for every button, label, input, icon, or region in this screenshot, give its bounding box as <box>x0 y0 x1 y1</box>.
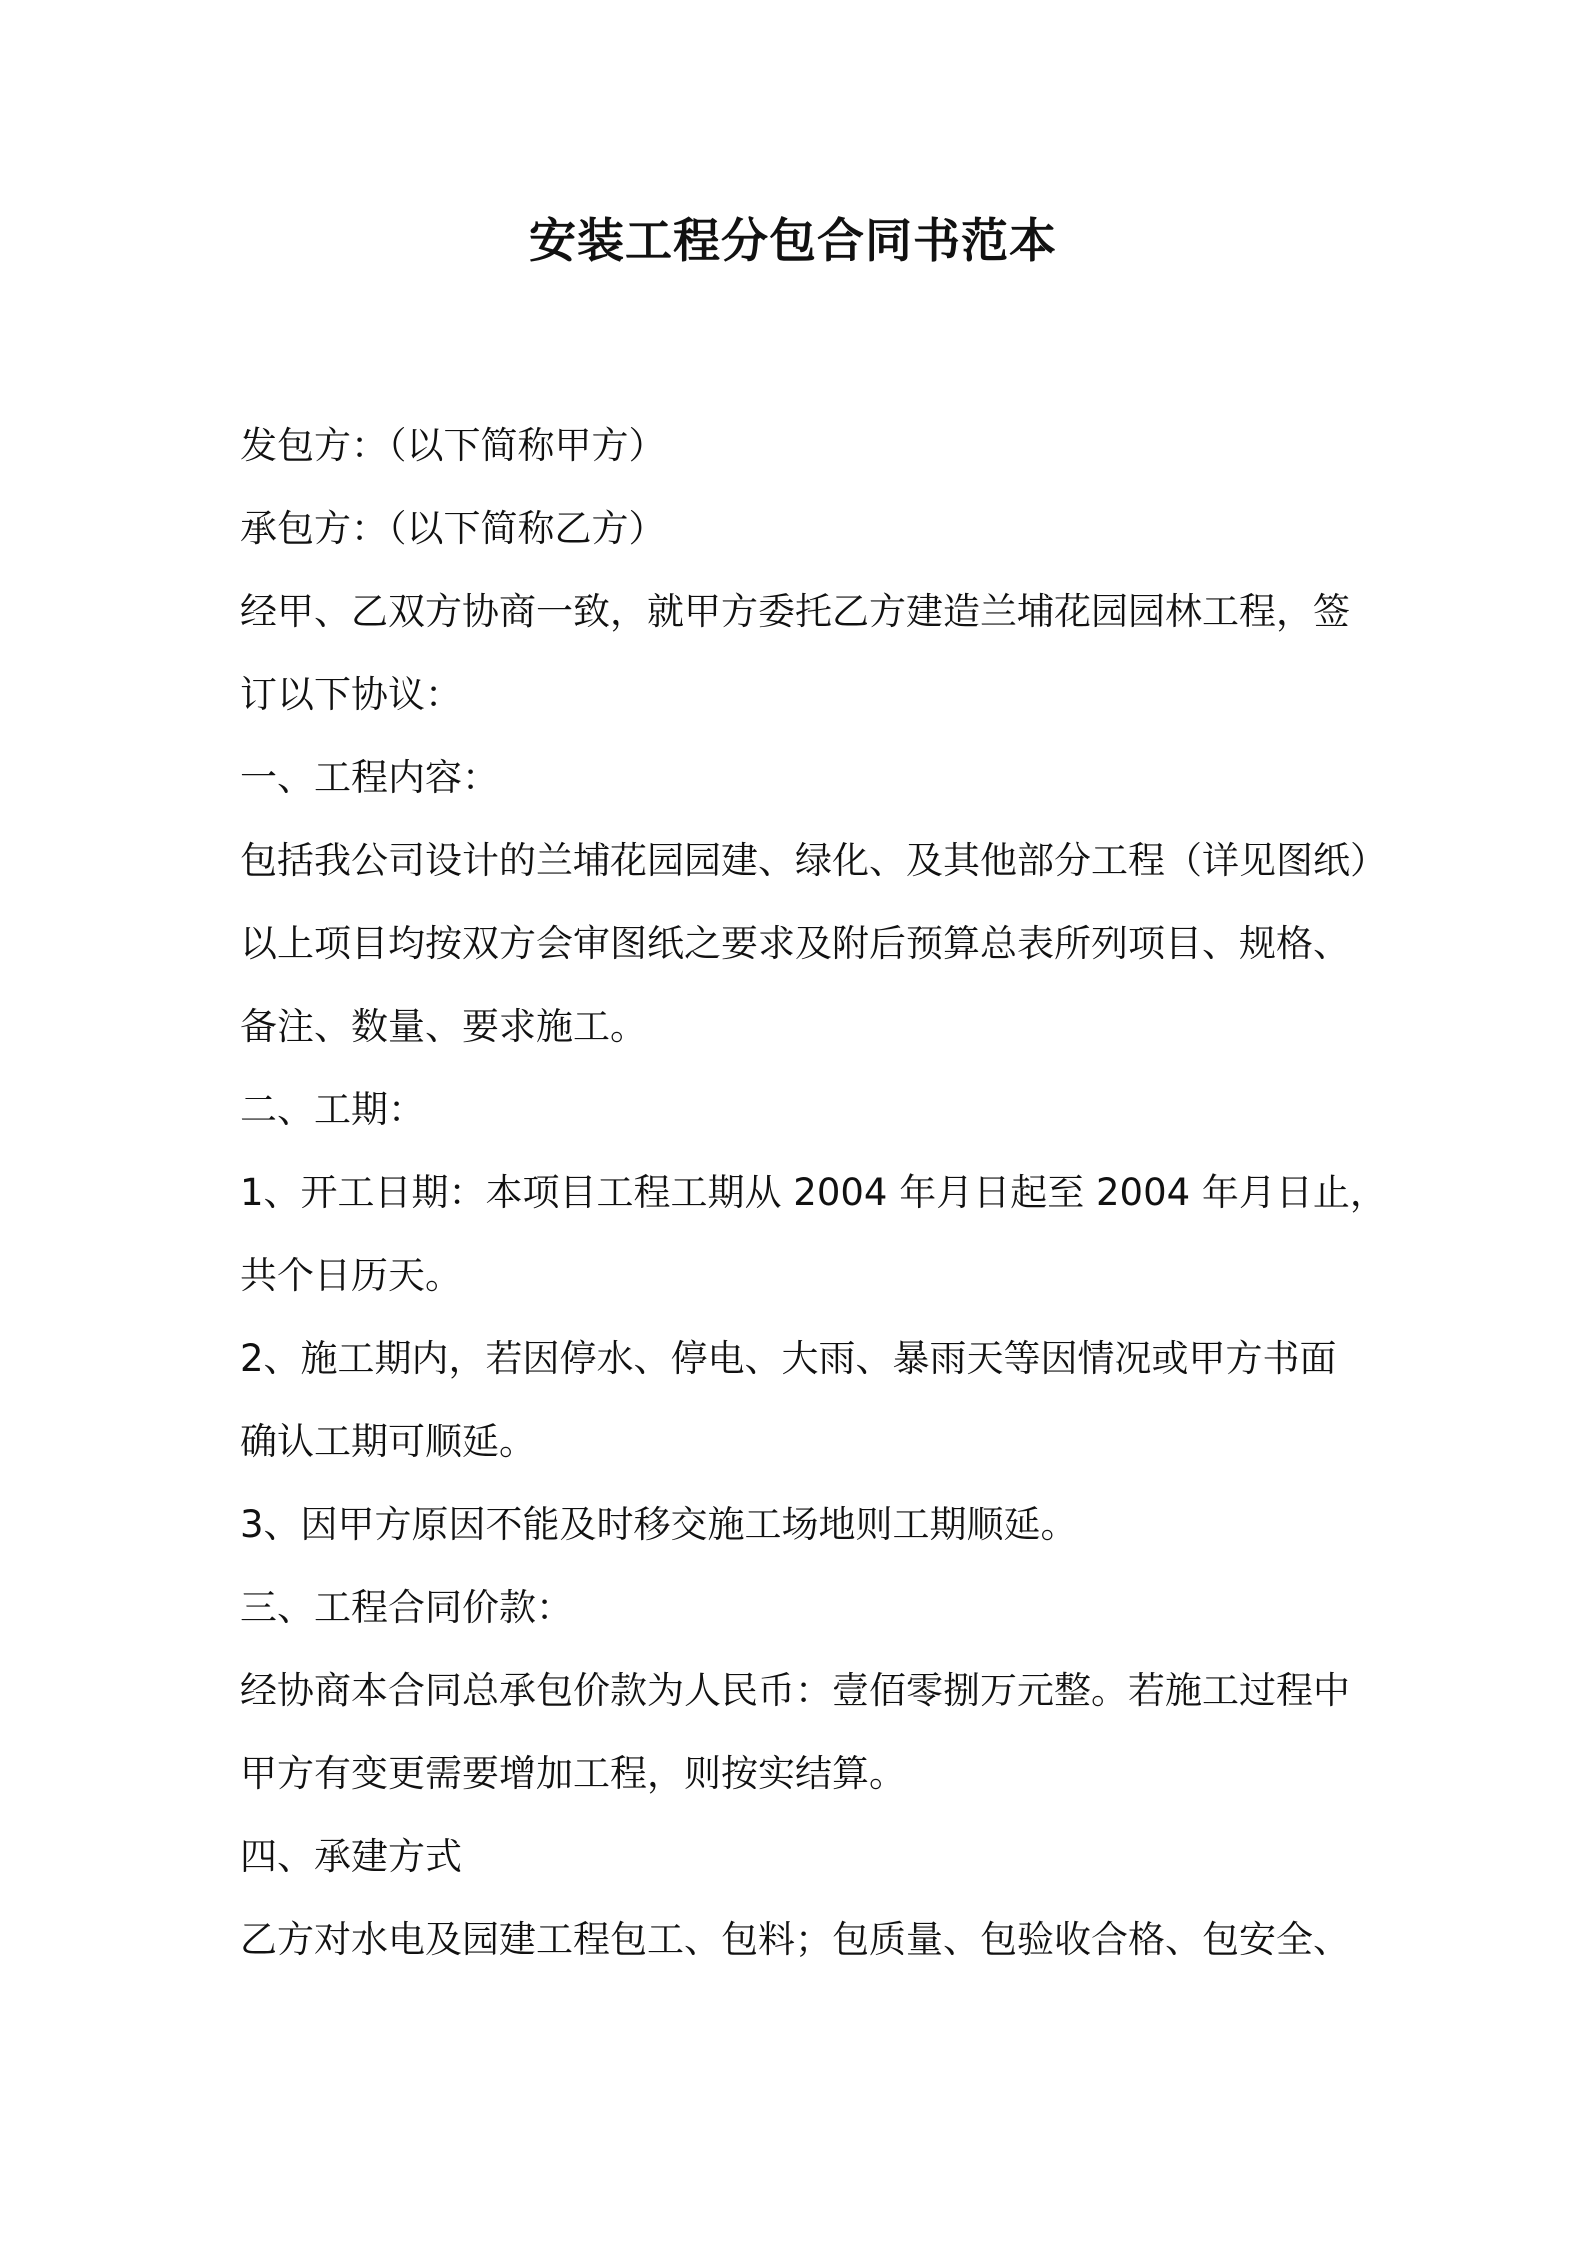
content-line-3: 备注、数量、要求施工。 <box>240 1005 647 1048</box>
preamble-line-1: 经甲、乙双方协商一致，就甲方委托乙方建造兰埔花园园林工程，签 <box>240 590 1350 633</box>
method-line-1: 乙方对水电及园建工程包工、包料；包质量、包验收合格、包安全、 <box>240 1918 1350 1961</box>
schedule-item-1-line-1: 1、开工日期：本项目工程工期从 2004 年月日起至 2004 年月日止， <box>240 1171 1387 1214</box>
section-heading-price: 三、工程合同价款： <box>240 1586 573 1629</box>
section-heading-content: 一、工程内容： <box>240 756 499 799</box>
schedule-item-1-line-2: 共个日历天。 <box>240 1254 462 1297</box>
document-body <box>240 404 1387 1981</box>
schedule-item-2-line-2: 确认工期可顺延。 <box>240 1420 536 1463</box>
preamble-line-2: 订以下协议： <box>240 673 462 716</box>
schedule-item-2-line-1: 2、施工期内，若因停水、停电、大雨、暴雨天等因情况或甲方书面 <box>240 1337 1337 1380</box>
document-title: 安装工程分包合同书范本 <box>529 214 1057 269</box>
price-line-1: 经协商本合同总承包价款为人民币：壹佰零捌万元整。若施工过程中 <box>240 1669 1350 1712</box>
section-heading-schedule: 二、工期： <box>240 1088 425 1131</box>
party-b-line: 承包方：（以下简称乙方） <box>240 507 666 550</box>
schedule-item-3: 3、因甲方原因不能及时移交施工场地则工期顺延。 <box>240 1503 1078 1546</box>
price-line-2: 甲方有变更需要增加工程，则按实结算。 <box>240 1752 906 1795</box>
content-line-1: 包括我公司设计的兰埔花园园建、绿化、及其他部分工程（详见图纸） <box>240 839 1387 882</box>
section-heading-method: 四、承建方式 <box>240 1835 462 1878</box>
content-line-2: 以上项目均按双方会审图纸之要求及附后预算总表所列项目、规格、 <box>240 922 1350 965</box>
party-a-line: 发包方：（以下简称甲方） <box>240 424 666 467</box>
